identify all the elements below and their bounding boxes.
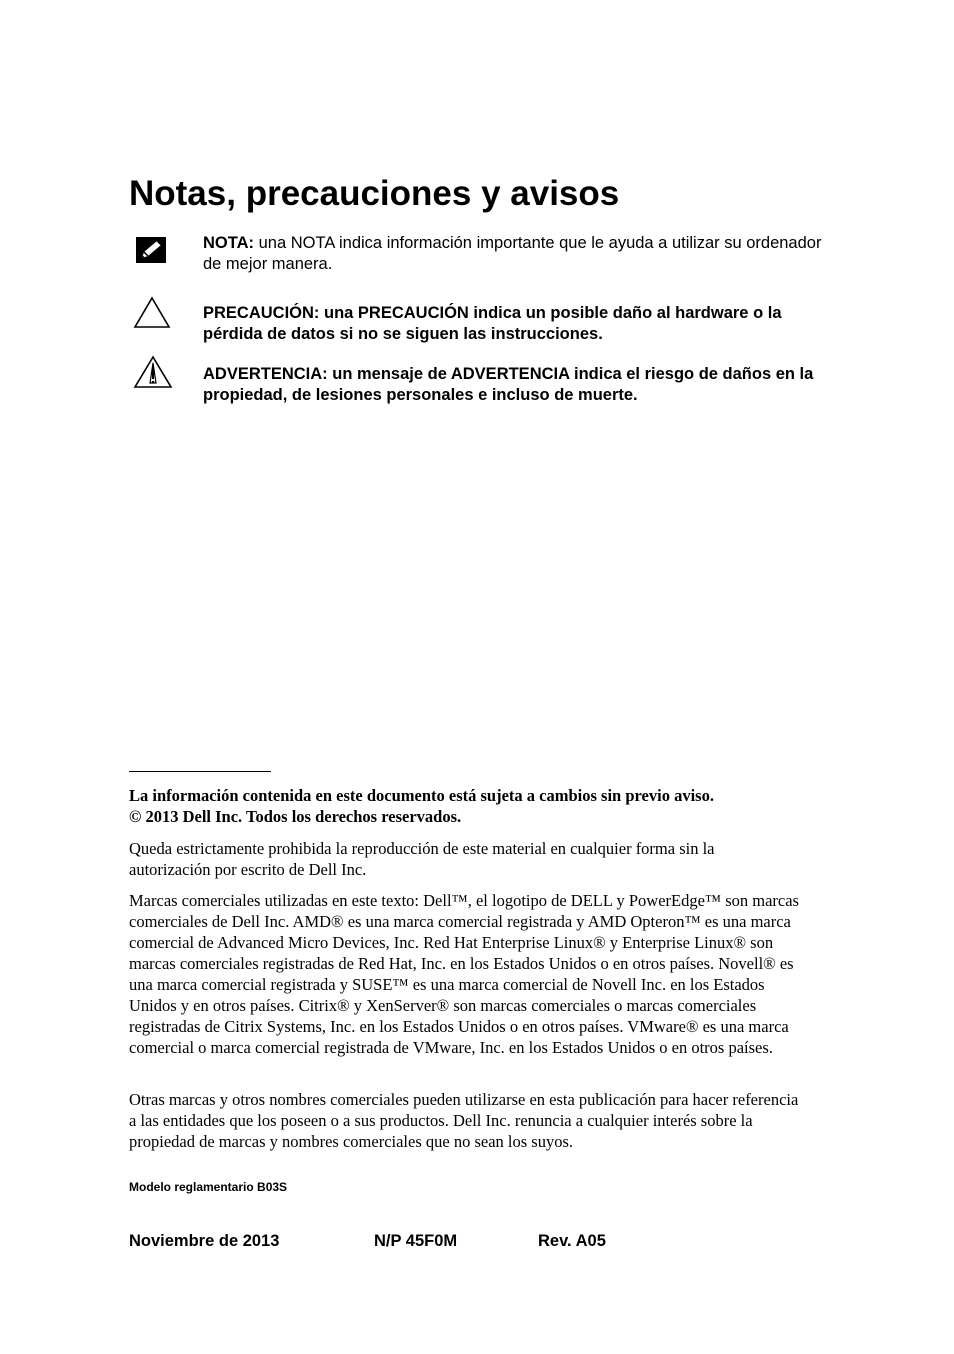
revision: Rev. A05 [538,1232,606,1250]
page-title: Notas, precauciones y avisos [129,174,620,213]
note-body: una NOTA indica información importante que le ayuda a utilizar su ordenador de mejor manera. [203,234,822,273]
footnote-divider [129,771,271,772]
trademarks-paragraph: Marcas comerciales utilizadas en este texto: Dell™, el logotipo de DELL y PowerEdge™ son marcas comerciales de Dell Inc. AMD® es una marca comercial registrada y AMD Opteron™ es una marca comercial de Advanced Micro Devices, Inc. Red Hat Enterprise Linux® y Enterprise Linux® son marcas comerciales registradas de Red Hat, Inc. en los Estados Unidos o en otros países. Novell® es una marca comercial registrada y SUSE™ es una marca comercial de Novell Inc. en los Estados Unidos y en otros países. Citrix® y XenServer® son marcas comerciales o marcas comerciales registradas de Citrix Systems, Inc. en los Estados Unidos o en otros países. VMware® es una marca comercial o marca comercial registrada de VMware, Inc. en los Estados Unidos o en otros países. [129,891,799,1057]
caution-text: PRECAUCIÓN: una PRECAUCIÓN indica un posible daño al hardware o la pérdida de datos si no se siguen las instrucciones. [203,304,782,343]
warning-text: ADVERTENCIA: un mensaje de ADVERTENCIA indica el riesgo de daños en la propiedad, de lesiones personales e incluso de muerte. [203,365,814,404]
publication-date: Noviembre de 2013 [129,1232,280,1250]
change-notice: La información contenida en este documento está sujeta a cambios sin previo aviso. [129,786,714,805]
reproduction-notice: Queda estrictamente prohibida la reproducción de este material en cualquier forma sin la autorización por escrito de Dell Inc. [129,839,715,879]
caution-triangle-icon [129,294,177,332]
copyright: © 2013 Dell Inc. Todos los derechos reservados. [129,807,462,826]
part-number: N/P 45F0M [374,1232,458,1250]
other-marks-paragraph: Otras marcas y otros nombres comerciales pueden utilizarse en esta publicación para hacer referencia a las entidades que los poseen o a sus productos. Dell Inc. renuncia a cualquier interés sobre la propiedad de marcas y nombres comerciales que no sean los suyos. [129,1090,799,1151]
caution-notice [129,303,829,349]
warning-notice [129,364,829,410]
regulatory-model: Modelo reglamentario B03S [129,1180,288,1194]
warning-exclamation-triangle-icon [129,353,177,391]
note-notice [129,233,829,279]
note-label: NOTA: [203,234,255,252]
note-pencil-icon [129,233,177,271]
note-text [203,233,823,275]
